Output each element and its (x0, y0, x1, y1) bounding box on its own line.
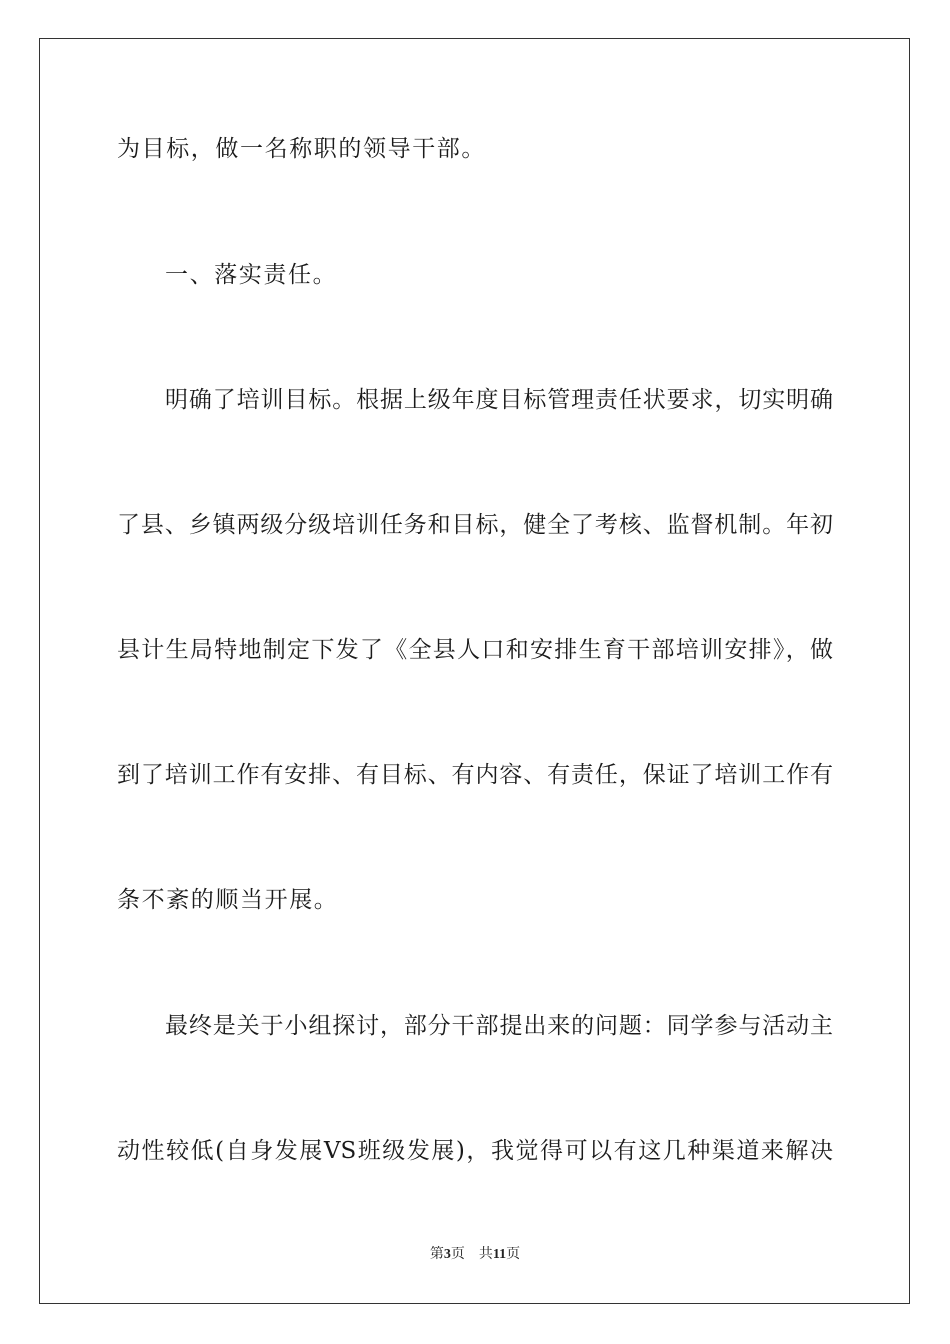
footer-total-prefix: 共 (478, 1247, 493, 1262)
footer-page-prefix: 第 (429, 1247, 444, 1262)
text-line-7: 条不紊的顺当开展。 (117, 887, 339, 913)
footer-page-number: 3 (443, 1247, 451, 1262)
footer-page-suffix: 页 (450, 1247, 465, 1262)
section-heading: 一、落实责任。 (165, 262, 338, 288)
text-line-5: 县计生局特地制定下发了《全县人口和安排生育干部培训安排》，做 (117, 637, 833, 663)
text-line-1: 为目标，做一名称职的领导干部。 (117, 136, 486, 162)
text-line-3: 明确了培训目标。根据上级年度目标管理责任状要求，切实明确 (165, 387, 833, 413)
text-line-6: 到了培训工作有安排、有目标、有内容、有责任，保证了培训工作有 (117, 762, 833, 788)
page-border (39, 38, 910, 1304)
footer-total-suffix: 页 (506, 1247, 521, 1262)
footer-total-pages: 11 (492, 1247, 507, 1262)
text-line-4: 了县、乡镇两级分级培训任务和目标，健全了考核、监督机制。年初 (117, 512, 833, 538)
text-line-8: 最终是关于小组探讨，部分干部提出来的问题：同学参与活动主 (165, 1013, 833, 1039)
text-line-9: 动性较低(自身发展VS班级发展)，我觉得可以有这几种渠道来解决 (117, 1138, 833, 1164)
page-footer (0, 1246, 950, 1264)
